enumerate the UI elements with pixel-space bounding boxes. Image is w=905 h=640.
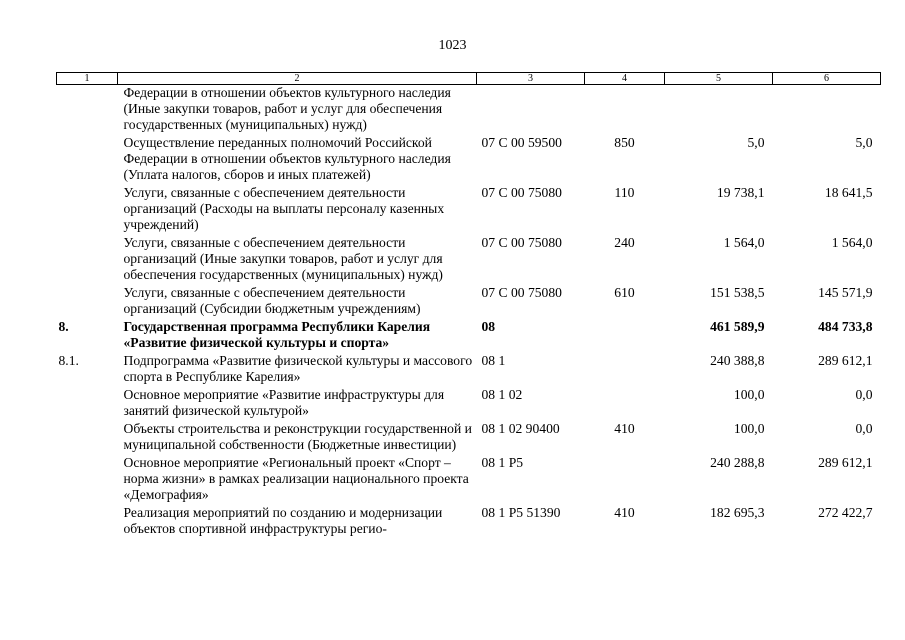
row-expense-type: 240 <box>614 235 635 250</box>
row-expense-type: 610 <box>614 285 635 300</box>
row-name: Услуги, связанные с обеспечением деятельности организаций (Субсидии бюджетным учреждениям) <box>123 285 421 316</box>
row-value-col6: 18 641,5 <box>824 185 873 200</box>
row-expense-type <box>585 385 665 419</box>
row-code <box>477 85 585 134</box>
row-name: Осуществление переданных полномочий Российской Федерации в отношении объектов культурного наследия (Уплата налогов, сборов и иных платежей) <box>123 135 451 182</box>
row-number <box>57 283 118 317</box>
row-number <box>57 233 118 283</box>
row-value-col5: 240 288,8 <box>710 455 765 470</box>
budget-table <box>56 72 881 537</box>
row-code: 08 <box>481 319 496 334</box>
row-value-col5: 5,0 <box>747 135 765 150</box>
table-row <box>57 503 881 537</box>
row-expense-type <box>585 317 665 351</box>
row-number <box>57 419 118 453</box>
table-row <box>57 85 881 134</box>
row-code: 07 С 00 59500 <box>481 135 562 150</box>
column-header-6: 6 <box>773 73 881 85</box>
page-number: 1023 <box>438 38 467 53</box>
row-number: 8.1. <box>58 353 79 368</box>
row-number <box>57 133 118 183</box>
row-name: Основное мероприятие «Региональный проект «Спорт – норма жизни» в рамках реализации национального проекта «Демография» <box>123 455 469 502</box>
row-expense-type: 410 <box>614 505 635 520</box>
row-value-col5: 19 738,1 <box>716 185 765 200</box>
row-value-col6: 1 564,0 <box>831 235 873 250</box>
table-row <box>57 133 881 183</box>
row-value-col6: 272 422,7 <box>818 505 873 520</box>
row-value-col6: 5,0 <box>855 135 873 150</box>
row-value-col6: 0,0 <box>855 421 873 436</box>
table-row <box>57 419 881 453</box>
row-value-col5: 1 564,0 <box>723 235 765 250</box>
row-value-col5: 100,0 <box>733 387 765 402</box>
row-expense-type <box>585 453 665 503</box>
row-expense-type <box>585 85 665 134</box>
row-number <box>57 503 118 537</box>
row-code: 07 С 00 75080 <box>481 285 562 300</box>
table-row <box>57 283 881 317</box>
row-value-col5: 240 388,8 <box>710 353 765 368</box>
row-value-col5: 151 538,5 <box>710 285 765 300</box>
row-code: 08 1 P5 51390 <box>481 505 561 520</box>
column-header-1: 1 <box>57 73 118 85</box>
row-name: Основное мероприятие «Развитие инфраструктуры для занятий физической культурой» <box>123 387 445 418</box>
table-row <box>57 183 881 233</box>
row-value-col6: 0,0 <box>855 387 873 402</box>
column-header-4: 4 <box>585 73 665 85</box>
row-number <box>57 85 118 134</box>
row-value-col5: 182 695,3 <box>710 505 765 520</box>
row-name: Объекты строительства и реконструкции государственной и муниципальной собственности (Бюджетные инвестиции) <box>123 421 472 452</box>
row-number <box>57 183 118 233</box>
row-code: 07 С 00 75080 <box>481 185 562 200</box>
row-code: 08 1 02 90400 <box>481 421 560 436</box>
row-value-col6: 484 733,8 <box>818 319 873 334</box>
row-value-col5: 100,0 <box>733 421 765 436</box>
row-value-col6: 289 612,1 <box>818 353 873 368</box>
row-name: Реализация мероприятий по созданию и модернизации объектов спортивной инфраструктуры регио- <box>123 505 443 536</box>
column-header-2: 2 <box>118 73 477 85</box>
row-name: Государственная программа Республики Карелия «Развитие физической культуры и спорта» <box>123 319 431 350</box>
row-value-col6: 145 571,9 <box>818 285 873 300</box>
row-value-col6: 289 612,1 <box>818 455 873 470</box>
column-header-3: 3 <box>477 73 585 85</box>
row-expense-type: 410 <box>614 421 635 436</box>
table-row <box>57 351 881 385</box>
row-expense-type: 850 <box>614 135 635 150</box>
table-row <box>57 233 881 283</box>
row-code: 07 С 00 75080 <box>481 235 562 250</box>
row-code: 08 1 <box>481 353 506 368</box>
row-number: 8. <box>58 319 69 334</box>
row-code: 08 1 P5 <box>481 455 524 470</box>
row-number <box>57 385 118 419</box>
column-number-row <box>57 73 881 85</box>
column-header-5: 5 <box>665 73 773 85</box>
row-name: Услуги, связанные с обеспечением деятельности организаций (Иные закупки товаров, работ и услуг для обеспечения государственных (муниципальных) нужд) <box>123 235 443 282</box>
row-value-col5 <box>665 85 773 134</box>
row-number <box>57 453 118 503</box>
row-expense-type: 110 <box>614 185 635 200</box>
row-value-col5: 461 589,9 <box>710 319 765 334</box>
table-row <box>57 385 881 419</box>
row-name: Услуги, связанные с обеспечением деятельности организаций (Расходы на выплаты персоналу казенных учреждений) <box>123 185 445 232</box>
row-value-col6 <box>773 85 881 134</box>
row-expense-type <box>585 351 665 385</box>
table-row <box>57 317 881 351</box>
row-name: Подпрограмма «Развитие физической культуры и массового спорта в Республике Карелия» <box>123 353 473 384</box>
row-name: Федерации в отношении объектов культурного наследия (Иные закупки товаров, работ и услуг для обеспечения государственных (муниципальных) нужд) <box>123 85 451 132</box>
row-code: 08 1 02 <box>481 387 523 402</box>
table-row <box>57 453 881 503</box>
